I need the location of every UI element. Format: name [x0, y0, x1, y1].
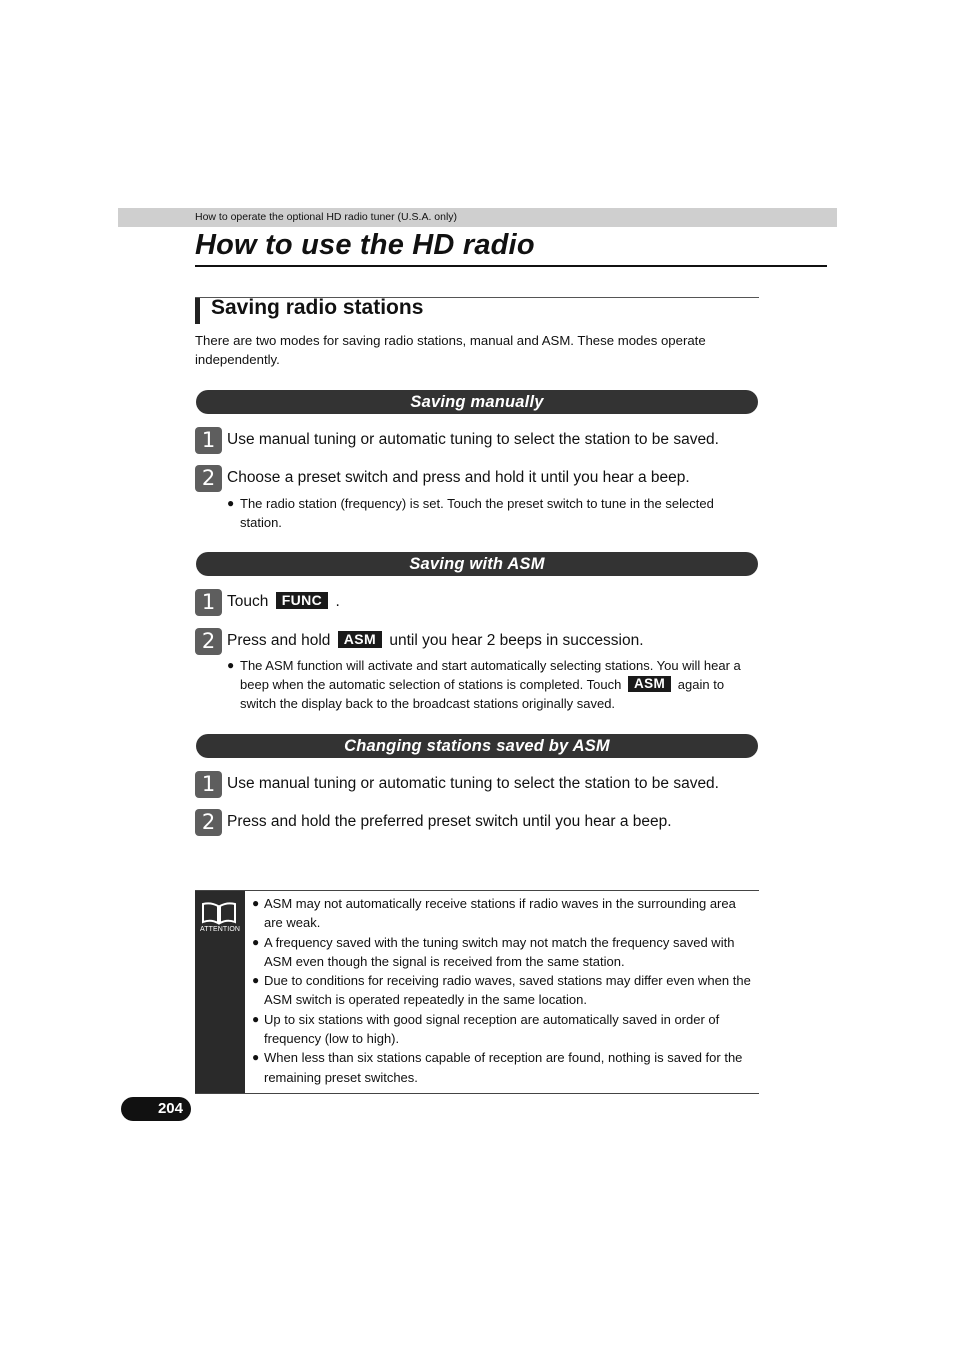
- section-marker: [195, 298, 200, 324]
- asm-step-2-pre: Press and hold: [227, 632, 331, 649]
- step-badge-1: 1: [195, 771, 222, 798]
- list-item: ● ASM may not automatically receive stations if radio waves in the surrounding area are weak.: [252, 896, 736, 931]
- manual-note-text: The radio station (frequency) is set. Touch the preset switch to tune in the selected station.: [240, 496, 714, 530]
- asm-note-pre: The ASM function will activate and start automatically selecting stations. You will hear a beep when the automatic selection of stations is completed. Touch: [240, 658, 741, 692]
- section-title: Saving radio stations: [211, 296, 424, 319]
- asm-button[interactable]: ASM: [338, 631, 382, 648]
- attention-label: ATTENTION: [199, 926, 241, 933]
- list-item: ● Up to six stations with good signal reception are automatically saved in order of frequency (low to high).: [252, 1011, 720, 1046]
- bullet-icon: ●: [227, 658, 235, 672]
- changing-asm-heading: Changing stations saved by ASM: [196, 734, 758, 758]
- step-badge-1: 1: [195, 427, 222, 454]
- manual-step-2-text: Choose a preset switch and press and hold it until you hear a beep.: [227, 469, 690, 486]
- asm-step-1-pre: Touch: [227, 593, 269, 610]
- asm-step-2-post: until you hear 2 beeps in succession.: [389, 632, 644, 649]
- attention-top-rule: [195, 890, 759, 891]
- func-button[interactable]: FUNC: [276, 592, 328, 609]
- attention-bottom-rule: [195, 1093, 759, 1094]
- change-step-1-text: Use manual tuning or automatic tuning to select the station to be saved.: [227, 775, 719, 792]
- bullet-icon: ●: [252, 973, 260, 988]
- bullet-icon: ●: [252, 1011, 260, 1026]
- bullet-icon: ●: [252, 896, 260, 910]
- step-badge-1: 1: [195, 589, 222, 616]
- title-underline: [195, 265, 827, 267]
- asm-step-1: [227, 592, 340, 612]
- step-badge-2: 2: [195, 628, 222, 655]
- asm-note: [227, 656, 757, 713]
- manual-note: [227, 494, 757, 532]
- bullet-icon: ●: [227, 496, 235, 510]
- attention-list: [252, 894, 752, 1087]
- asm-step-1-post: .: [335, 593, 340, 610]
- page-title: How to use the HD radio: [195, 229, 535, 261]
- saving-manually-heading: Saving manually: [196, 390, 758, 414]
- page-number: 204: [121, 1097, 191, 1121]
- section-intro: There are two modes for saving radio stations, manual and ASM. These modes operate independently.: [195, 333, 706, 367]
- saving-asm-heading: Saving with ASM: [196, 552, 758, 576]
- asm-note-post: again to switch the display back to the broadcast stations originally saved.: [240, 677, 725, 711]
- book-icon: [201, 901, 237, 927]
- asm-step-2: [227, 631, 644, 651]
- breadcrumb: How to operate the optional HD radio tuner (U.S.A. only): [195, 211, 458, 223]
- bullet-icon: ●: [252, 934, 260, 949]
- asm-button-inline[interactable]: ASM: [628, 676, 671, 692]
- step-badge-2: 2: [195, 809, 222, 836]
- change-step-2-text: Press and hold the preferred preset switch until you hear a beep.: [227, 813, 672, 830]
- bullet-icon: ●: [252, 1050, 260, 1065]
- list-item: ● A frequency saved with the tuning switch may not match the frequency saved with ASM even though the signal is received from the same station.: [252, 934, 735, 969]
- list-item: ● When less than six stations capable of reception are found, nothing is saved for the remaining preset switches.: [252, 1050, 743, 1085]
- list-item: ● Due to conditions for receiving radio waves, saved stations may differ even when the ASM switch is operated repeatedly in the same location.: [252, 973, 751, 1008]
- manual-step-1-text: Use manual tuning or automatic tuning to select the station to be saved.: [227, 431, 719, 448]
- step-badge-2: 2: [195, 465, 222, 492]
